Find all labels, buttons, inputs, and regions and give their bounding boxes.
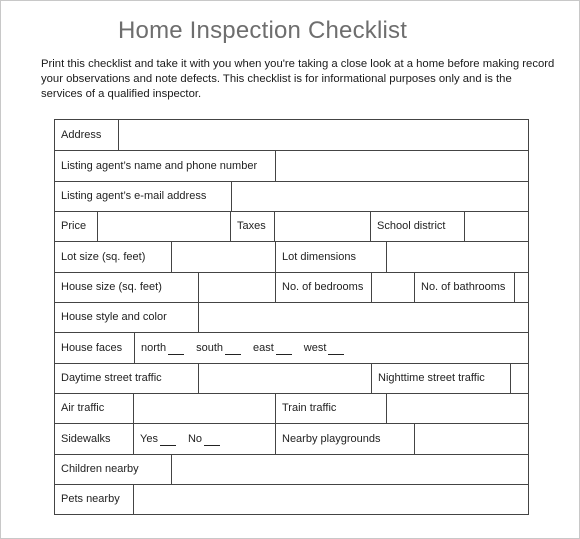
sidewalks-options xyxy=(134,424,276,454)
train-traffic-field[interactable] xyxy=(387,394,528,423)
air-traffic-field[interactable] xyxy=(134,394,276,423)
house-style-field[interactable] xyxy=(199,303,528,332)
address-field[interactable] xyxy=(119,120,528,150)
form-row-house-style xyxy=(55,303,528,333)
lot-size-field[interactable] xyxy=(172,242,276,272)
form-row-air-train xyxy=(55,394,528,424)
form-row-address xyxy=(55,120,528,151)
intro-paragraph: Print this checklist and take it with you when you're taking a close look at a home before making record your observations and note defects. This checklist is for informational purposes only and is the services of a qualified inspector. xyxy=(41,58,555,100)
lot-size-label: Lot size (sq. feet) xyxy=(55,242,172,272)
form-row-house-faces xyxy=(55,333,528,364)
blank-line xyxy=(204,445,220,446)
price-label: Price xyxy=(55,212,98,241)
faces-option-west[interactable]: west xyxy=(304,342,345,355)
bedrooms-label: No. of bedrooms xyxy=(276,273,372,302)
form-row-lot xyxy=(55,242,528,273)
agent-name-field[interactable] xyxy=(276,151,528,181)
inspection-form xyxy=(54,119,529,515)
house-size-field[interactable] xyxy=(199,273,276,302)
faces-option-south[interactable]: south xyxy=(196,342,241,355)
pets-field[interactable] xyxy=(134,485,528,514)
lot-dimensions-field[interactable] xyxy=(387,242,528,272)
form-row-pets xyxy=(55,485,528,514)
form-row-street-traffic xyxy=(55,364,528,394)
form-row-price xyxy=(55,212,528,242)
lot-dimensions-label: Lot dimensions xyxy=(276,242,387,272)
pets-label: Pets nearby xyxy=(55,485,134,514)
bathrooms-label: No. of bathrooms xyxy=(415,273,515,302)
taxes-field[interactable] xyxy=(275,212,371,241)
house-faces-options xyxy=(135,333,528,363)
house-faces-label: House faces xyxy=(55,333,135,363)
page-title: Home Inspection Checklist xyxy=(118,17,408,44)
house-style-label: House style and color xyxy=(55,303,199,332)
faces-option-east[interactable]: east xyxy=(253,342,292,355)
sidewalk-option-no[interactable]: No xyxy=(188,433,220,446)
agent-email-field[interactable] xyxy=(232,182,528,211)
house-size-label: House size (sq. feet) xyxy=(55,273,199,302)
school-district-field[interactable] xyxy=(465,212,528,241)
blank-line xyxy=(168,354,184,355)
children-field[interactable] xyxy=(172,455,528,484)
playgrounds-field[interactable] xyxy=(415,424,528,454)
sidewalks-label: Sidewalks xyxy=(55,424,134,454)
blank-line xyxy=(225,354,241,355)
price-field[interactable] xyxy=(98,212,231,241)
bathrooms-field[interactable] xyxy=(515,273,528,302)
taxes-label: Taxes xyxy=(231,212,275,241)
form-row-house-size xyxy=(55,273,528,303)
school-district-label: School district xyxy=(371,212,465,241)
nighttime-traffic-field[interactable] xyxy=(511,364,528,393)
agent-email-label: Listing agent’s e-mail address xyxy=(55,182,232,211)
agent-name-label: Listing agent’s name and phone number xyxy=(55,151,276,181)
blank-line xyxy=(276,354,292,355)
form-row-agent-name xyxy=(55,151,528,182)
form-row-children xyxy=(55,455,528,485)
blank-line xyxy=(160,445,176,446)
train-traffic-label: Train traffic xyxy=(276,394,387,423)
blank-line xyxy=(328,354,344,355)
daytime-traffic-label: Daytime street traffic xyxy=(55,364,199,393)
sidewalk-option-yes[interactable]: Yes xyxy=(140,433,176,446)
address-label: Address xyxy=(55,120,119,150)
form-row-agent-email xyxy=(55,182,528,212)
faces-option-north[interactable]: north xyxy=(141,342,184,355)
nighttime-traffic-label: Nighttime street traffic xyxy=(372,364,511,393)
bedrooms-field[interactable] xyxy=(372,273,415,302)
air-traffic-label: Air traffic xyxy=(55,394,134,423)
form-row-sidewalks xyxy=(55,424,528,455)
playgrounds-label: Nearby playgrounds xyxy=(276,424,415,454)
daytime-traffic-field[interactable] xyxy=(199,364,372,393)
children-label: Children nearby xyxy=(55,455,172,484)
